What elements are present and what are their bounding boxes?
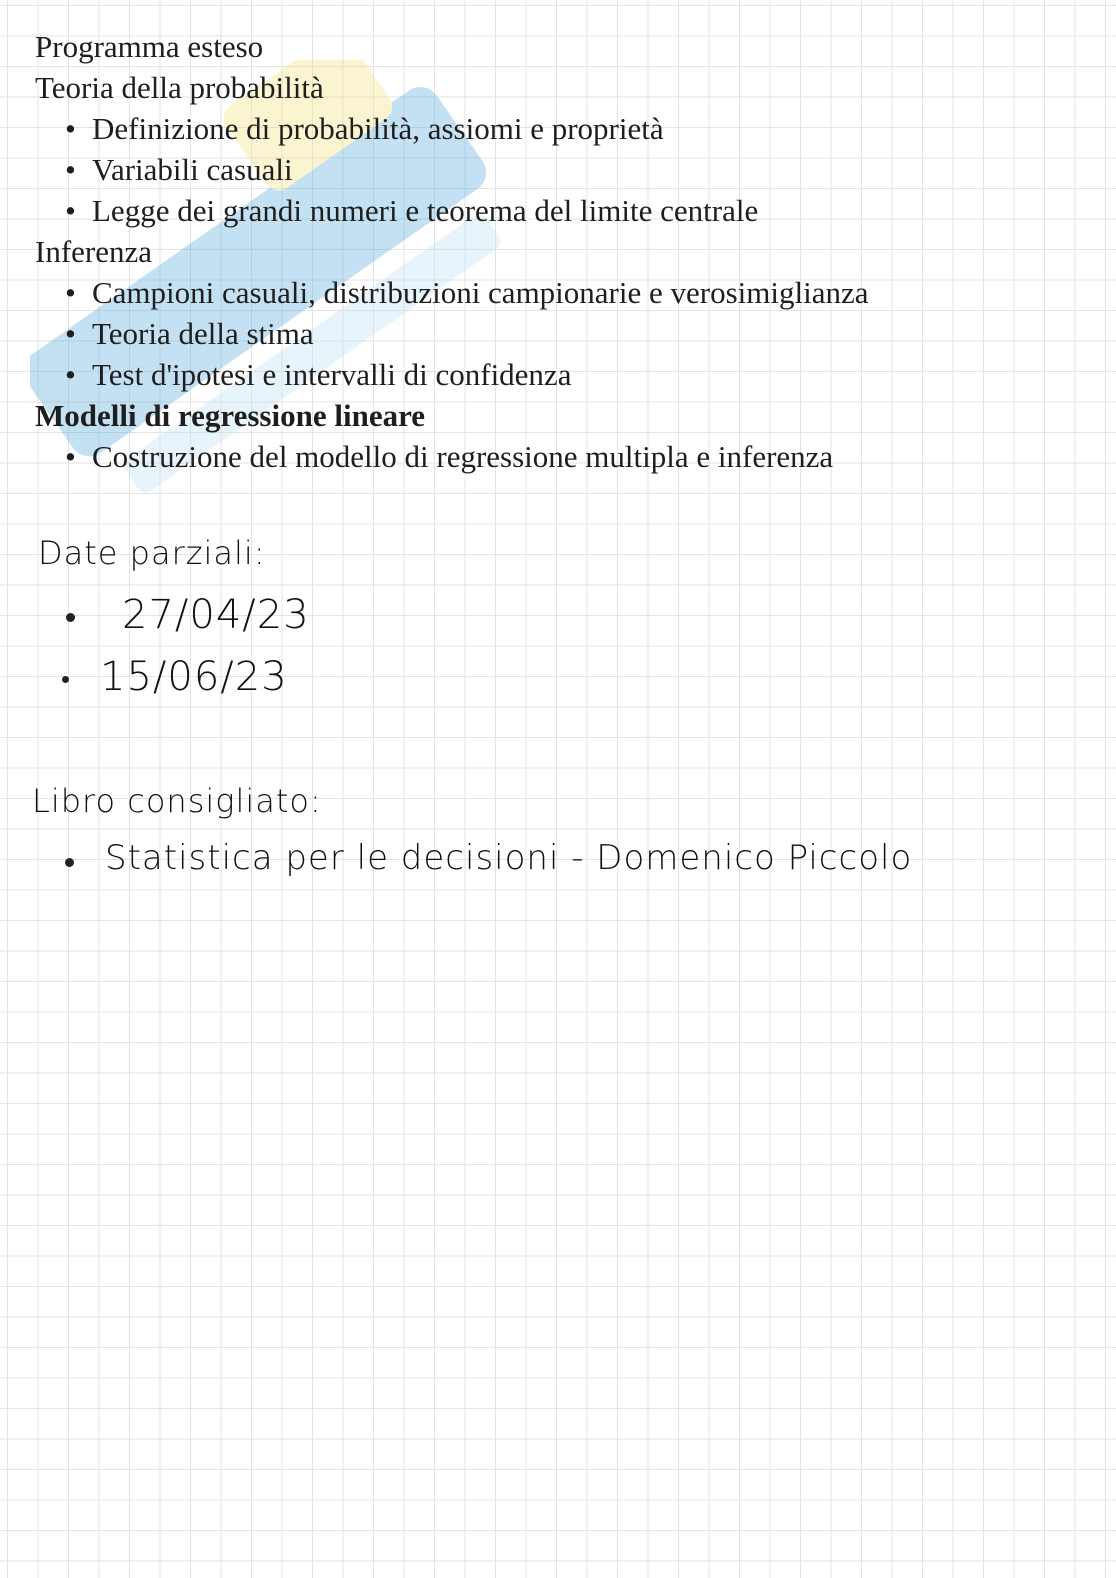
- dates-title: Date parziali:: [38, 534, 266, 572]
- date-item: 27/04/23: [122, 592, 310, 638]
- list-item: • Definizione di probabilità, assiomi e proprietà: [35, 108, 1075, 149]
- list-item: • Teoria della stima: [35, 313, 1075, 354]
- program-heading: Programma esteso: [35, 29, 264, 64]
- list-item: • Variabili casuali: [35, 149, 1075, 190]
- book-title: Libro consigliato:: [32, 782, 322, 820]
- printed-program: [35, 26, 1075, 477]
- list-item: • Costruzione del modello di regressione multipla e inferenza: [35, 436, 1075, 477]
- section-title-inference: Inferenza: [35, 234, 153, 269]
- bullet-icon: •: [65, 439, 76, 474]
- bullet-icon: •: [65, 316, 76, 351]
- bullet-icon: •: [65, 357, 76, 392]
- book-item: Statistica per le decisioni - Domenico Piccolo: [105, 838, 913, 878]
- bullet-icon: •: [65, 152, 76, 187]
- bullet-icon: •: [65, 111, 76, 146]
- list-item: • Campioni casuali, distribuzioni campionarie e verosimiglianza: [35, 272, 1075, 313]
- date-item: 15/06/23: [100, 654, 288, 700]
- bullet-icon: •: [65, 193, 76, 228]
- section-title-regression: Modelli di regressione lineare: [35, 398, 426, 433]
- bullet-icon: [62, 676, 69, 683]
- section-title-probability: Teoria della probabilità: [35, 70, 324, 105]
- bullet-icon: [66, 613, 75, 622]
- bullet-icon: [65, 858, 74, 867]
- bullet-icon: •: [65, 275, 76, 310]
- list-item: • Legge dei grandi numeri e teorema del limite centrale: [35, 190, 1075, 231]
- list-item: • Test d'ipotesi e intervalli di confidenza: [35, 354, 1075, 395]
